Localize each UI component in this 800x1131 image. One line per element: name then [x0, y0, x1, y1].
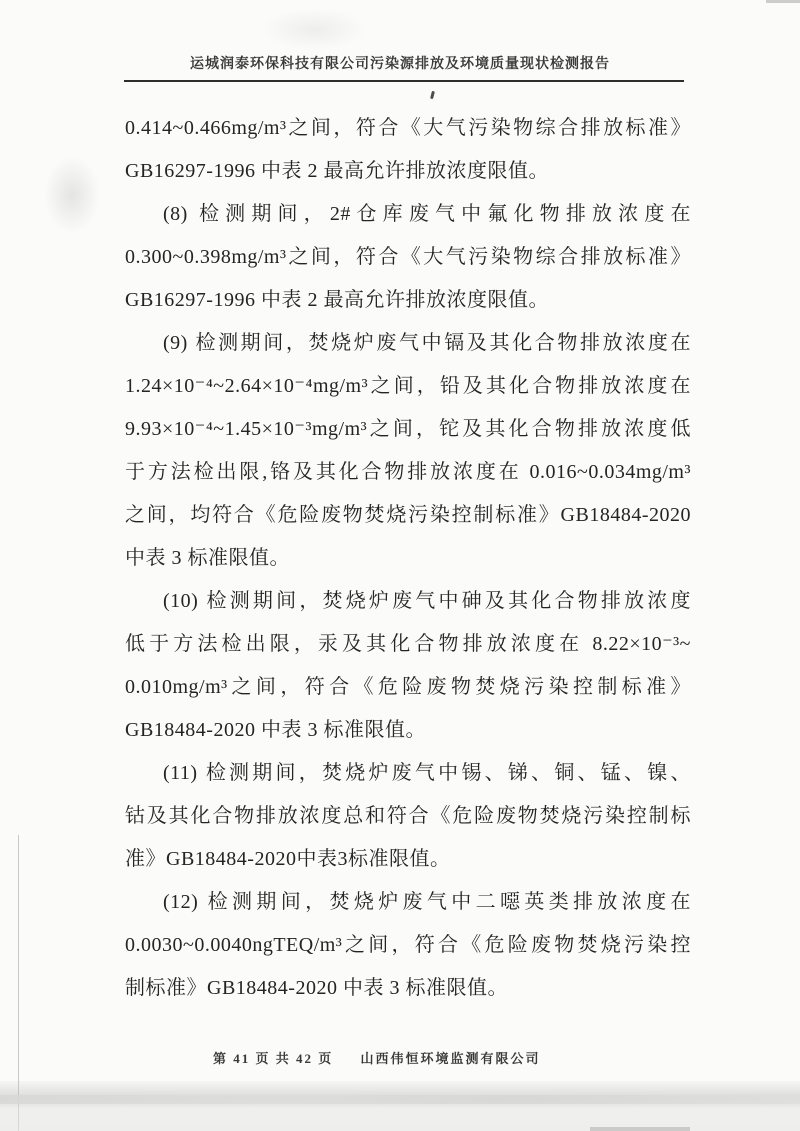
- text-line-11: 中表 3 标准限值。: [125, 547, 290, 569]
- scan-smudge: [245, 2, 385, 57]
- page-footer: [125, 1048, 691, 1067]
- report-body-text: [125, 107, 691, 1010]
- scan-bottom-band: [0, 1081, 800, 1131]
- footer-page-number: 第 41 页 共 42 页: [213, 1051, 334, 1066]
- header-rule: [124, 80, 684, 82]
- text-line-15: GB18484-2020 中表 3 标准限值。: [125, 719, 426, 741]
- text-line-02: GB16297-1996 中表 2 最高允许排放浓度限值。: [125, 160, 549, 182]
- text-line-17: 钴及其化合物排放浓度总和符合《危险废物焚烧污染控制标: [125, 805, 691, 827]
- text-line-10: 之间，均符合《危险废物焚烧污染控制标准》GB18484-2020: [125, 504, 691, 526]
- text-line-09: 于方法检出限,铬及其化合物排放浓度在 0.016~0.034mg/m³: [125, 461, 691, 483]
- text-line-08: 9.93×10⁻⁴~1.45×10⁻³mg/m³之间，铊及其化合物排放浓度低: [125, 418, 691, 440]
- text-line-04: 0.300~0.398mg/m³之间，符合《大气污染物综合排放标准》: [125, 246, 691, 268]
- footer-company-name: 山西伟恒环境监测有限公司: [360, 1051, 541, 1066]
- text-line-19: (12) 检测期间，焚烧炉废气中二噁英类排放浓度在: [163, 891, 691, 913]
- page-header-title: 运城润泰环保科技有限公司污染源排放及环境质量现状检测报告: [190, 57, 610, 72]
- text-line-05: GB16297-1996 中表 2 最高允许排放浓度限值。: [125, 289, 549, 311]
- text-line-06: (9) 检测期间，焚烧炉废气中镉及其化合物排放浓度在: [163, 332, 691, 354]
- text-line-16: (11) 检测期间，焚烧炉废气中锡、锑、铜、锰、镍、: [163, 762, 691, 784]
- text-line-03: (8) 检测期间，2#仓库废气中氟化物排放浓度在: [163, 203, 691, 225]
- text-line-18: 准》GB18484-2020中表3标准限值。: [125, 848, 451, 870]
- text-line-07: 1.24×10⁻⁴~2.64×10⁻⁴mg/m³之间，铅及其化合物排放浓度在: [125, 375, 691, 397]
- text-line-01: 0.414~0.466mg/m³之间，符合《大气污染物综合排放标准》: [125, 117, 691, 139]
- scan-smudge: [32, 140, 112, 250]
- text-line-14: 0.010mg/m³之间，符合《危险废物焚烧污染控制标准》: [125, 676, 691, 698]
- scan-band-streak: [0, 1095, 800, 1104]
- text-line-20: 0.0030~0.0040ngTEQ/m³之间，符合《危险废物焚烧污染控: [125, 934, 691, 956]
- ink-dot-artifact: [430, 91, 435, 99]
- scan-band-chip: [590, 1127, 690, 1131]
- scan-edge-streak: [766, 0, 800, 3]
- text-line-13: 低于方法检出限，汞及其化合物排放浓度在 8.22×10⁻³~: [125, 633, 691, 655]
- text-line-12: (10) 检测期间，焚烧炉废气中砷及其化合物排放浓度: [163, 590, 691, 612]
- text-line-21: 制标准》GB18484-2020 中表 3 标准限值。: [125, 977, 508, 999]
